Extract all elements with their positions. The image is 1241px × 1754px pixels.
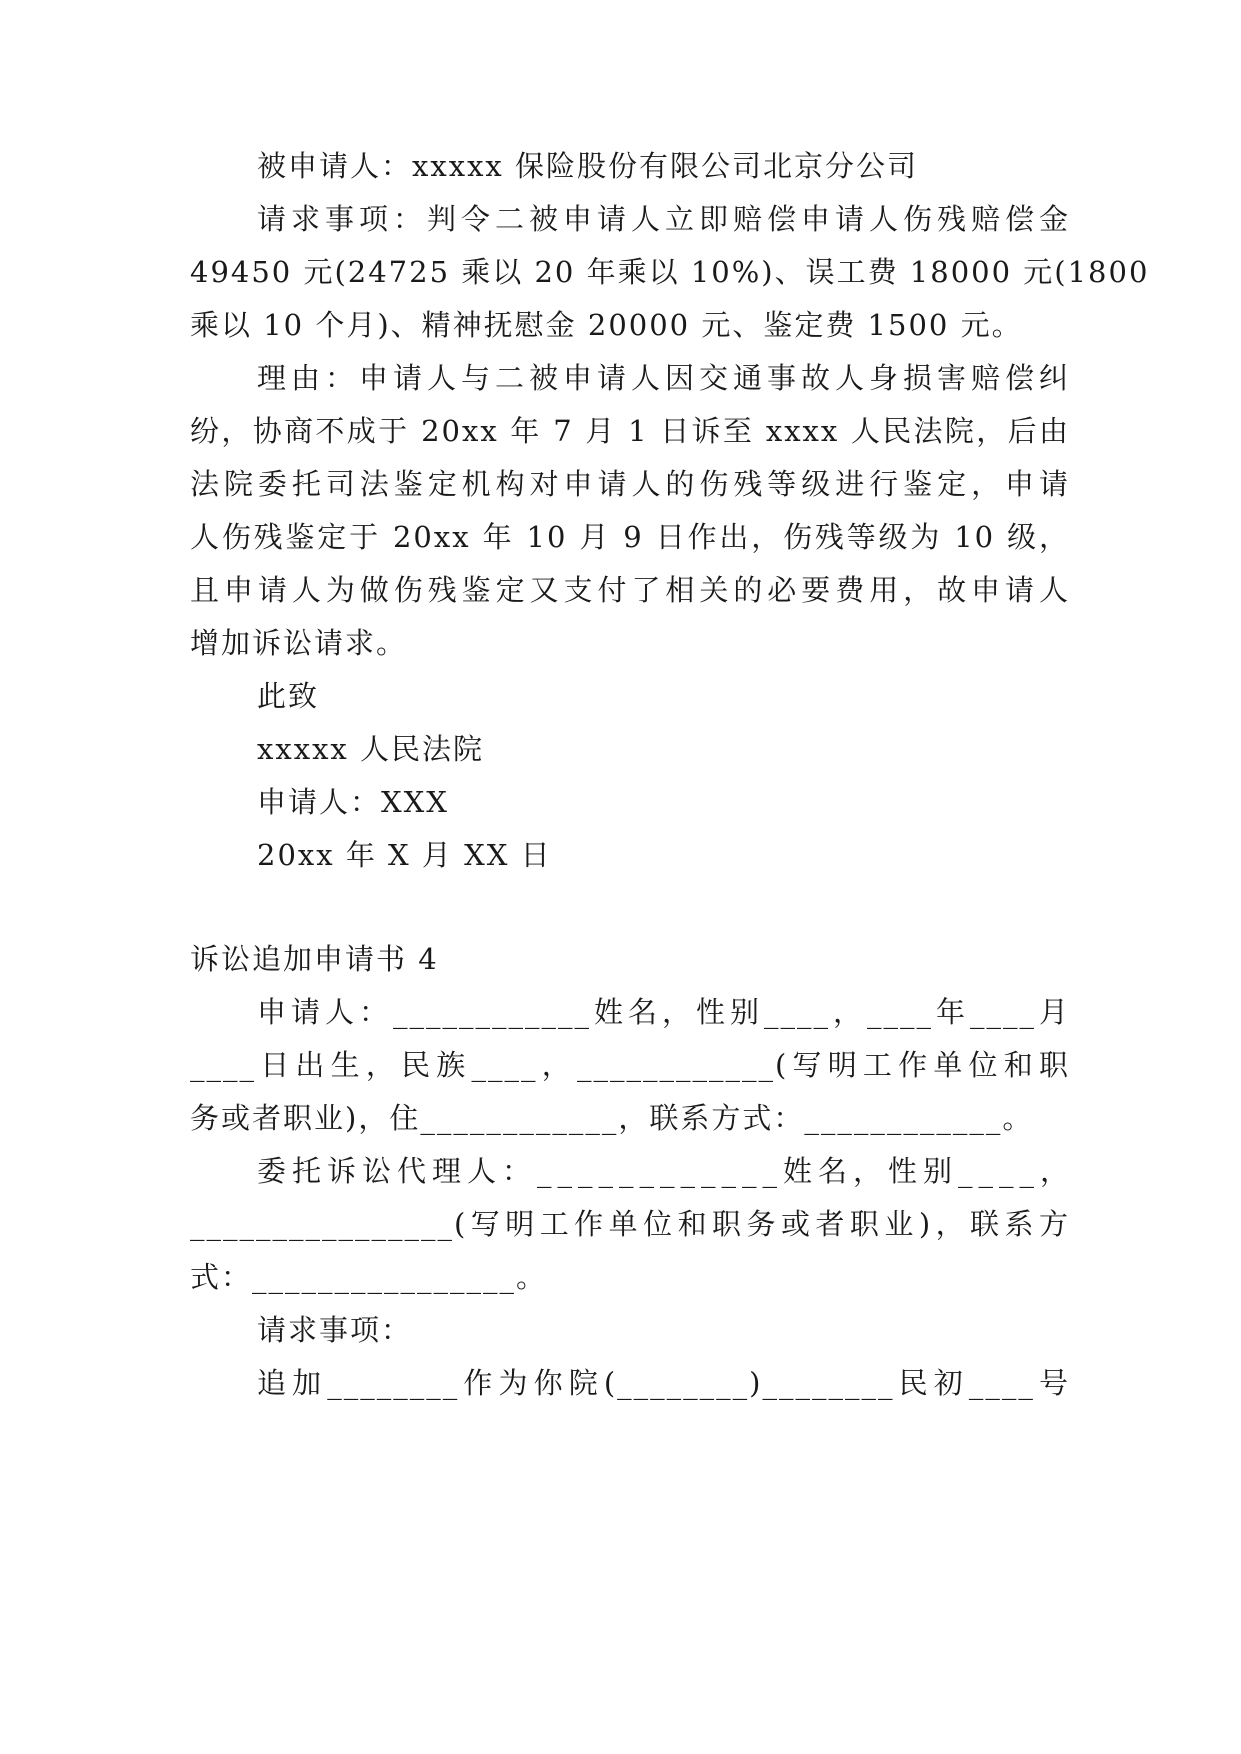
section-title: 诉讼追加申请书 4 [190, 942, 439, 976]
applicant-line-2: ____日出生，民族____，____________(写明工作单位和职 [190, 1048, 1070, 1082]
respondent-line: 被申请人：xxxxx 保险股份有限公司北京分公司 [257, 149, 918, 183]
reason-line-2: 纷，协商不成于 20xx 年 7 月 1 日诉至 xxxx 人民法院，后由 [190, 414, 1070, 448]
reason-line-6: 增加诉讼请求。 [190, 626, 408, 660]
agent-line-2: ________________(写明工作单位和职务或者职业)，联系方 [190, 1207, 1070, 1241]
reason-line-1: 理由：申请人与二被申请人因交通事故人身损害赔偿纠 [257, 361, 1070, 395]
signature: 申请人：XXX [257, 785, 449, 819]
date-line: 20xx 年 X 月 XX 日 [257, 838, 552, 872]
court-name: xxxxx 人民法院 [257, 732, 484, 766]
claim-line-1: 请求事项：判令二被申请人立即赔偿申请人伤残赔偿金 [257, 202, 1070, 236]
reason-line-4: 人伤残鉴定于 20xx 年 10 月 9 日作出，伤残等级为 10 级， [190, 520, 1070, 554]
applicant-line-1: 申请人：____________姓名，性别____，____年____月 [257, 995, 1070, 1029]
applicant-line-3: 务或者职业)，住____________，联系方式：____________。 [190, 1101, 1034, 1135]
agent-line-3: 式：________________。 [190, 1260, 548, 1294]
claim-line-3: 乘以 10 个月)、精神抚慰金 20000 元、鉴定费 1500 元。 [190, 308, 1023, 342]
reason-line-5: 且申请人为做伤残鉴定又支付了相关的必要费用，故申请人 [190, 573, 1070, 607]
claim-line-2: 49450 元(24725 乘以 20 年乘以 10%)、误工费 18000 元(1800 [190, 255, 1150, 289]
reason-line-3: 法院委托司法鉴定机构对申请人的伤残等级进行鉴定，申请 [190, 467, 1070, 501]
salutation: 此致 [257, 679, 320, 713]
request-line: 追加________作为你院(________)________民初____号 [257, 1366, 1070, 1400]
agent-line-1: 委托诉讼代理人：____________姓名，性别____， [257, 1154, 1076, 1188]
request-label: 请求事项： [257, 1313, 413, 1347]
